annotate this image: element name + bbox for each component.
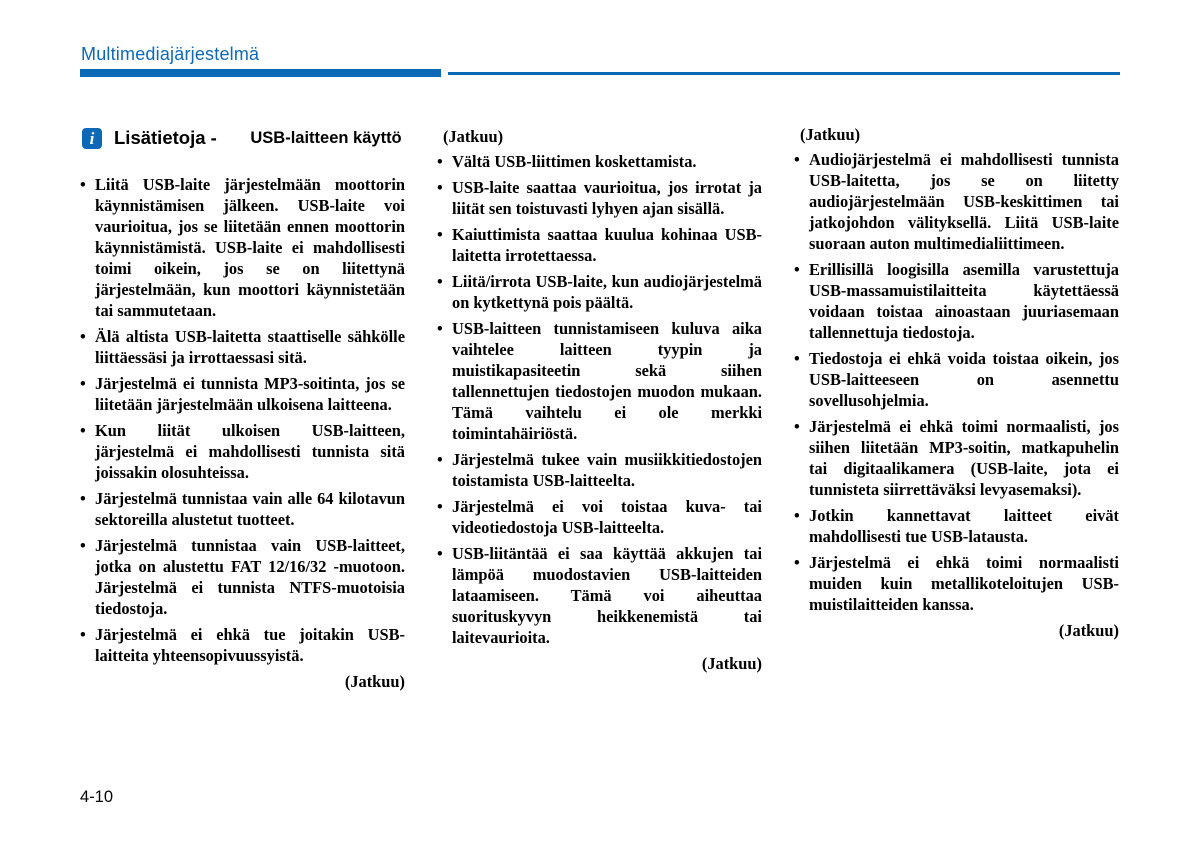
list-item: • Liitä/irrota USB-laite, kun audiojärjestelmä on kytkettynä pois päältä. — [435, 271, 762, 313]
info-label: Lisätietoja - — [114, 127, 217, 148]
list-item: • Liitä USB-laite järjestelmään moottorin käynnistämisen jälkeen. USB-laite voi vaurioitua, jos se liitetään ennen moottorin käynnistämistä. USB-laite ei mahdollisesti toimi oikein, jos se on liitettynä järjestelmään, kun moottori käynnistetään tai sammutetaan. — [78, 174, 405, 321]
column-2 — [435, 126, 762, 674]
bullet-list-2 — [435, 151, 762, 648]
list-item: • Audiojärjestelmä ei mahdollisesti tunnista USB-laitetta, jos se on liitetty audiojärjestelmään USB-keskittimen tai jatkojohdon välityksellä. Liitä USB-laite suoraan auton multimedialiittimeen. — [792, 149, 1119, 254]
continued-label: (Jatkuu) — [443, 127, 504, 146]
list-item: • Vältä USB-liittimen koskettamista. — [435, 151, 762, 172]
list-item: • Erillisillä loogisilla asemilla varustettuja USB-massamuistilaitteita käytettäessä voidaan toistaa ainoastaan juuriasemaan tallennettuja tiedostoja. — [792, 259, 1119, 343]
list-item: • Järjestelmä ei ehkä toimi normaalisti muiden kuin metallikoteloitujen USB-muistilaitteiden kanssa. — [792, 552, 1119, 615]
bullet-list-3 — [792, 149, 1119, 615]
page-number: 4-10 — [80, 788, 114, 806]
list-item: • Järjestelmä ei voi toistaa kuva- tai videotiedostoja USB-laitteelta. — [435, 496, 762, 538]
continued-label: (Jatkuu) — [701, 654, 762, 673]
header-rule-right — [448, 72, 1120, 75]
info-icon: i — [82, 128, 102, 149]
continued-label: (Jatkuu) — [800, 125, 861, 144]
list-item: • USB-laitteen tunnistamiseen kuluva aika vaihtelee laitteen tyypin ja muistikapasiteetin sekä siihen tallennettujen tiedostojen muodon mukaan. Tämä vaihtelu ei ole merkki toimintahäiriöstä. — [435, 318, 762, 444]
list-item: • Järjestelmä ei tunnista MP3-soitinta, jos se liitetään järjestelmään ulkoisena laitteena. — [78, 373, 405, 415]
list-item: • USB-laite saattaa vaurioitua, jos irrotat ja liität sen toistuvasti lyhyen ajan sisällä. — [435, 177, 762, 219]
list-item: • Järjestelmä tukee vain musiikkitiedostojen toistamista USB-laitteelta. — [435, 449, 762, 491]
column-1 — [78, 174, 405, 692]
header-title: Multimediajärjestelmä — [81, 44, 260, 64]
list-item: • Järjestelmä tunnistaa vain USB-laitteet, jotka on alustettu FAT 12/16/32 -muotoon. Järjestelmä ei tunnista NTFS-muotoisia tiedostoja. — [78, 535, 405, 619]
header-rule-left — [80, 69, 441, 77]
continued-label: (Jatkuu) — [344, 672, 405, 691]
info-topic: USB-laitteen käyttö — [250, 129, 402, 147]
bullet-list-1 — [78, 174, 405, 666]
list-item: • Järjestelmä ei ehkä toimi normaalisti, jos siihen liitetään MP3-soitin, matkapuhelin tai digitaalikamera (USB-laite, jota ei tunnisteta siirrettäväksi levyasemaksi). — [792, 416, 1119, 500]
list-item: • Tiedostoja ei ehkä voida toistaa oikein, jos USB-laitteeseen on asennettu sovellusohjelmia. — [792, 348, 1119, 411]
column-3 — [792, 124, 1119, 641]
list-item: • USB-liitäntää ei saa käyttää akkujen tai lämpöä muodostavien USB-laitteiden lataamiseen. Tämä voi aiheuttaa suorituskyvyn heikkenemistä tai laitevaurioita. — [435, 543, 762, 648]
list-item: • Järjestelmä tunnistaa vain alle 64 kilotavun sektoreilla alustetut tuotteet. — [78, 488, 405, 530]
list-item: • Jotkin kannettavat laitteet eivät mahdollisesti tue USB-latausta. — [792, 505, 1119, 547]
list-item: • Järjestelmä ei ehkä tue joitakin USB-laitteita yhteensopivuussyistä. — [78, 624, 405, 666]
list-item: • Kaiuttimista saattaa kuulua kohinaa USB-laitetta irrotettaessa. — [435, 224, 762, 266]
continued-label: (Jatkuu) — [1058, 621, 1119, 640]
list-item: • Kun liität ulkoisen USB-laitteen, järjestelmä ei mahdollisesti tunnista sitä joissakin olosuhteissa. — [78, 420, 405, 483]
list-item: • Älä altista USB-laitetta staattiselle sähkölle liittäessäsi ja irrottaessasi sitä. — [78, 326, 405, 368]
